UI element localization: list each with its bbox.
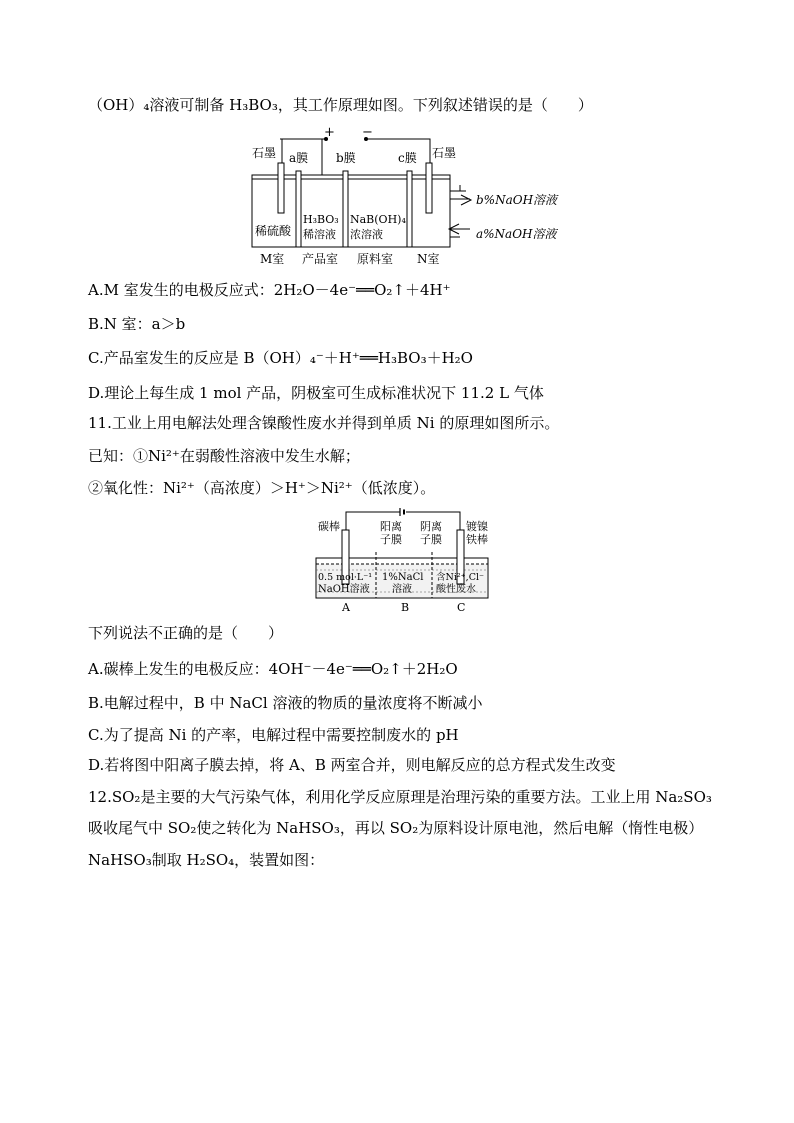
right-graphite-label: 石墨 <box>432 146 457 160</box>
membrane-b-label: b膜 <box>336 151 356 165</box>
q10-option-d: D.理论上每生成 1 mol 产品，阴极室可生成标准状况下 11.2 L 气体 <box>88 384 544 402</box>
membrane-a <box>296 171 301 247</box>
product-solution-line2: 稀溶液 <box>303 228 336 241</box>
nickel-rod-label-1: 镀镍 <box>466 520 488 533</box>
left-graphite-label: 石墨 <box>252 146 277 160</box>
sol-a-line1: 0.5 mol·L⁻¹ <box>318 572 373 583</box>
electrolysis-figure-1 <box>240 125 580 270</box>
outlet-naoh-label: b%NaOH溶液 <box>476 193 558 207</box>
anion-membrane-label-2: 子膜 <box>420 533 442 546</box>
question-10-stem: （OH）₄溶液可制备 H₃BO₃，其工作原理如图。下列叙述错误的是（ ） <box>88 96 593 114</box>
membrane-b <box>343 171 348 247</box>
sol-c-line2: 酸性废水 <box>436 584 476 595</box>
nickel-rod-label-2: 铁棒 <box>466 533 488 546</box>
sol-b-line2: 溶液 <box>392 584 412 595</box>
sol-b-line1: 1%NaCl <box>382 572 424 583</box>
q10-option-b: B.N 室：a＞b <box>88 315 186 333</box>
room-raw-label: 原料室 <box>357 252 394 266</box>
raw-solution-line2: 浓溶液 <box>350 228 383 241</box>
electrolysis-figure-2 <box>312 508 496 616</box>
room-c-label: C <box>457 601 466 614</box>
dilute-sulfuric-acid: 稀硫酸 <box>255 224 292 238</box>
product-solution-line1: H₃BO₃ <box>303 213 339 226</box>
q11-option-d: D.若将图中阳离子膜去掉，将 A、B 两室合并，则电解反应的总方程式发生改变 <box>88 756 616 774</box>
cation-membrane-label-2: 子膜 <box>380 533 402 546</box>
sol-a-line2: NaOH溶液 <box>318 584 370 595</box>
q10-option-c: C.产品室发生的反应是 B（OH）₄⁻＋H⁺══H₃BO₃＋H₂O <box>88 349 473 367</box>
inlet-naoh-label: a%NaOH溶液 <box>476 227 557 241</box>
q11-option-a: A.碳棒上发生的电极反应：4OH⁻－4e⁻══O₂↑＋2H₂O <box>88 660 458 678</box>
question-12-line1: 12.SO₂是主要的大气污染气体，利用化学反应原理是治理污染的重要方法。工业上用 Na₂SO₃ <box>88 788 712 806</box>
minus-sign: − <box>362 125 373 140</box>
membrane-a-label: a膜 <box>289 151 309 165</box>
room-n-label: N室 <box>417 252 440 266</box>
room-m-label: M室 <box>260 252 285 266</box>
question-12-line3: NaHSO₃制取 H₂SO₄，装置如图： <box>88 851 325 869</box>
sol-c-line1: 含Ni²⁺,Cl⁻ <box>436 572 485 583</box>
membrane-c-label: c膜 <box>398 151 417 165</box>
q11-option-c: C.为了提高 Ni 的产率，电解过程中需要控制废水的 pH <box>88 726 459 744</box>
q11-question: 下列说法不正确的是（ ） <box>88 624 284 642</box>
right-graphite-electrode <box>426 163 432 213</box>
room-b-label: B <box>401 601 410 614</box>
question-12-line2: 吸收尾气中 SO₂使之转化为 NaHSO₃，再以 SO₂为原料设计原电池，然后电解（惰性电极） <box>88 819 704 837</box>
room-product-label: 产品室 <box>302 252 339 266</box>
membrane-c <box>407 171 412 247</box>
plus-sign: + <box>324 125 335 140</box>
circuit-wire <box>346 512 460 530</box>
raw-solution-line1: NaB(OH)₄ <box>350 213 406 226</box>
outlet-arrow-icon <box>461 195 471 205</box>
anion-membrane-label-1: 阴离 <box>420 520 442 533</box>
cation-membrane-label-1: 阳离 <box>380 520 402 533</box>
q10-option-a: A.M 室发生的电极反应式：2H₂O－4e⁻══O₂↑＋4H⁺ <box>88 281 451 299</box>
carbon-rod-label: 碳棒 <box>318 520 340 533</box>
room-a-label: A <box>342 601 350 614</box>
q11-known-1: 已知：①Ni²⁺在弱酸性溶液中发生水解； <box>88 447 360 465</box>
q11-known-2: ②氧化性：Ni²⁺（高浓度）＞H⁺＞Ni²⁺（低浓度）。 <box>88 479 436 497</box>
question-11-stem: 11.工业上用电解法处理含镍酸性废水并得到单质 Ni 的原理如图所示。 <box>88 414 560 432</box>
q11-option-b: B.电解过程中，B 中 NaCl 溶液的物质的量浓度将不断减小 <box>88 694 483 712</box>
left-graphite-electrode <box>278 163 284 213</box>
